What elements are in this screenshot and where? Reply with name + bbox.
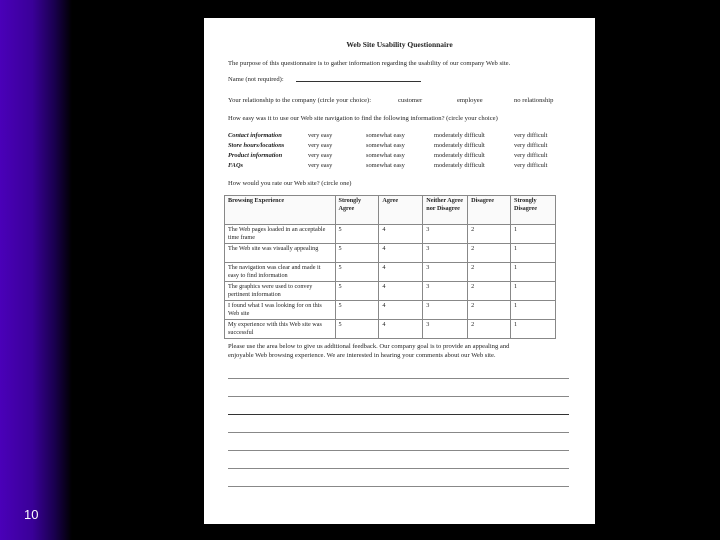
- feedback-line[interactable]: [228, 432, 569, 433]
- score-cell[interactable]: 4: [379, 301, 423, 320]
- score-cell[interactable]: 1: [511, 301, 556, 320]
- nav-row-label: Contact information: [228, 132, 282, 139]
- col-header: Agree: [379, 196, 423, 225]
- statement-cell: My experience with this Web site was successful: [225, 320, 336, 339]
- score-cell[interactable]: 2: [468, 225, 511, 244]
- col-header: Disagree: [468, 196, 511, 225]
- rate-prompt: How would you rate our Web site? (circle one): [228, 180, 352, 187]
- feedback-line[interactable]: [228, 468, 569, 469]
- feedback-line[interactable]: [228, 378, 569, 379]
- table-row: [225, 263, 556, 282]
- feedback-text: enjoyable Web browsing experience. We are interested in hearing your comments about our Web site.: [228, 352, 496, 359]
- col-header: Browsing Experience: [225, 196, 336, 225]
- score-cell[interactable]: 1: [511, 282, 556, 301]
- feedback-text: Please use the area below to give us additional feedback. Our company goal is to provide an appealing and: [228, 343, 510, 350]
- nav-option[interactable]: very easy: [308, 132, 333, 139]
- score-cell[interactable]: 4: [379, 320, 423, 339]
- score-cell[interactable]: 2: [468, 244, 511, 263]
- nav-option[interactable]: somewhat easy: [366, 132, 405, 139]
- score-cell[interactable]: 1: [511, 244, 556, 263]
- nav-row-label: FAQs: [228, 162, 244, 169]
- score-cell[interactable]: 5: [335, 225, 379, 244]
- nav-row-label: Product information: [228, 152, 283, 159]
- score-cell[interactable]: 3: [423, 225, 468, 244]
- slide-sidebar: [0, 0, 72, 540]
- score-cell[interactable]: 1: [511, 225, 556, 244]
- nav-option[interactable]: somewhat easy: [366, 152, 405, 159]
- nav-option[interactable]: very easy: [308, 152, 333, 159]
- nav-option[interactable]: very easy: [308, 162, 333, 169]
- relationship-option-customer[interactable]: customer: [398, 97, 423, 104]
- table-row: [225, 225, 556, 244]
- score-cell[interactable]: 5: [335, 263, 379, 282]
- score-cell[interactable]: 5: [335, 301, 379, 320]
- col-header: Strongly Agree: [335, 196, 379, 225]
- nav-row-label: Store hours/locations: [228, 142, 285, 149]
- statement-cell: The Web pages loaded in an acceptable time frame: [225, 225, 336, 244]
- feedback-line[interactable]: [228, 414, 569, 415]
- statement-cell: The Web site was visually appealing: [225, 244, 336, 263]
- score-cell[interactable]: 3: [423, 282, 468, 301]
- rating-table: [224, 195, 556, 339]
- score-cell[interactable]: 4: [379, 263, 423, 282]
- relationship-option-employee[interactable]: employee: [457, 97, 483, 104]
- score-cell[interactable]: 2: [468, 320, 511, 339]
- name-label: Name (not required):: [228, 76, 284, 83]
- score-cell[interactable]: 4: [379, 282, 423, 301]
- nav-option[interactable]: moderately difficult: [434, 152, 485, 159]
- nav-option[interactable]: very difficult: [514, 132, 548, 139]
- slide-number: 10: [24, 507, 39, 522]
- statement-cell: The graphics were used to convey pertinent information: [225, 282, 336, 301]
- nav-option[interactable]: very easy: [308, 142, 333, 149]
- statement-cell: The navigation was clear and made it easy to find information: [225, 263, 336, 282]
- score-cell[interactable]: 5: [335, 320, 379, 339]
- score-cell[interactable]: 2: [468, 301, 511, 320]
- relationship-label: Your relationship to the company (circle your choice):: [228, 97, 372, 104]
- nav-option[interactable]: very difficult: [514, 142, 548, 149]
- score-cell[interactable]: 3: [423, 263, 468, 282]
- col-header: Neither Agree nor Disagree: [423, 196, 468, 225]
- nav-option[interactable]: moderately difficult: [434, 142, 485, 149]
- score-cell[interactable]: 1: [511, 263, 556, 282]
- score-cell[interactable]: 1: [511, 320, 556, 339]
- score-cell[interactable]: 3: [423, 244, 468, 263]
- table-row: [225, 282, 556, 301]
- nav-option[interactable]: somewhat easy: [366, 142, 405, 149]
- page-title: Web Site Usability Questionnaire: [346, 40, 453, 49]
- nav-option[interactable]: very difficult: [514, 162, 548, 169]
- statement-cell: I found what I was looking for on this Web site: [225, 301, 336, 320]
- table-row: [225, 301, 556, 320]
- name-field[interactable]: [296, 81, 421, 82]
- score-cell[interactable]: 4: [379, 244, 423, 263]
- feedback-line[interactable]: [228, 450, 569, 451]
- table-header-row: [225, 196, 556, 225]
- score-cell[interactable]: 2: [468, 263, 511, 282]
- table-row: [225, 244, 556, 263]
- score-cell[interactable]: 2: [468, 282, 511, 301]
- score-cell[interactable]: 3: [423, 301, 468, 320]
- score-cell[interactable]: 5: [335, 244, 379, 263]
- feedback-line[interactable]: [228, 396, 569, 397]
- score-cell[interactable]: 5: [335, 282, 379, 301]
- score-cell[interactable]: 3: [423, 320, 468, 339]
- nav-option[interactable]: moderately difficult: [434, 162, 485, 169]
- relationship-option-none[interactable]: no relationship: [514, 97, 554, 104]
- feedback-line[interactable]: [228, 486, 569, 487]
- purpose-text: The purpose of this questionnaire is to gather information regarding the usability of our company Web site.: [228, 60, 511, 67]
- nav-option[interactable]: moderately difficult: [434, 132, 485, 139]
- questionnaire-page: [204, 18, 595, 524]
- col-header: Strongly Disagree: [511, 196, 556, 225]
- nav-option[interactable]: very difficult: [514, 152, 548, 159]
- score-cell[interactable]: 4: [379, 225, 423, 244]
- nav-question: How easy was it to use our Web site navigation to find the following information? (circle your choice): [228, 115, 498, 122]
- nav-option[interactable]: somewhat easy: [366, 162, 405, 169]
- table-row: [225, 320, 556, 339]
